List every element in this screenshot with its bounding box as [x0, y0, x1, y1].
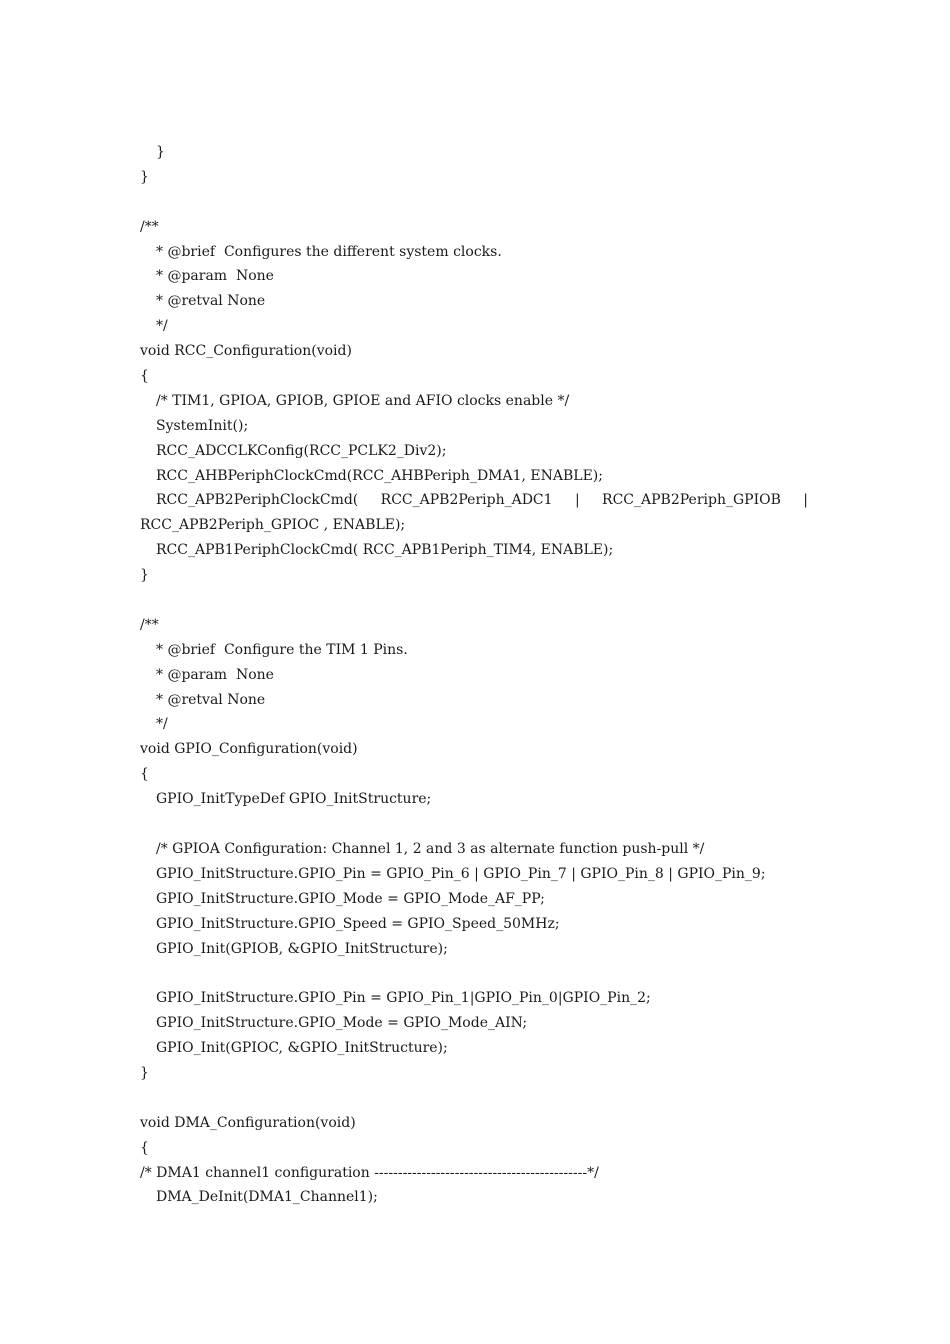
code-line: } — [156, 144, 165, 160]
code-line: RCC_APB1PeriphClockCmd( RCC_APB1Periph_TIM4, ENABLE); — [156, 542, 614, 559]
code-line: /* DMA1 channel1 configuration ---------------------------------------------*/ — [140, 1164, 599, 1181]
code-line: { — [140, 1139, 149, 1156]
code-segment: RCC_APB2Periph_ADC1 — [380, 492, 553, 509]
code-line: void RCC_Configuration(void) — [140, 343, 352, 360]
code-segment: RCC_APB2PeriphClockCmd( — [156, 492, 359, 509]
code-line: RCC_ADCCLKConfig(RCC_PCLK2_Div2); — [156, 442, 447, 459]
code-line: } — [140, 1064, 149, 1081]
code-line: { — [140, 766, 149, 783]
code-listing — [140, 140, 820, 1210]
code-line: DMA_DeInit(DMA1_Channel1); — [156, 1189, 378, 1206]
code-line: GPIO_InitStructure.GPIO_Pin = GPIO_Pin_1|GPIO_Pin_0|GPIO_Pin_2; — [156, 990, 651, 1007]
code-line: SystemInit(); — [156, 417, 249, 434]
code-line: */ — [156, 716, 168, 733]
code-line-justified — [140, 488, 808, 513]
code-segment: | — [803, 492, 808, 509]
code-line: GPIO_Init(GPIOB, &GPIO_InitStructure); — [156, 940, 448, 957]
code-line: void GPIO_Configuration(void) — [140, 741, 358, 758]
code-line: void DMA_Configuration(void) — [140, 1114, 356, 1131]
blank-line — [140, 190, 820, 215]
blank-line — [140, 588, 820, 613]
code-line: /* TIM1, GPIOA, GPIOB, GPIOE and AFIO clocks enable */ — [156, 392, 570, 409]
blank-line — [140, 812, 820, 837]
code-line: /** — [140, 616, 159, 633]
code-line: * @param None — [156, 268, 274, 285]
code-line: /** — [140, 218, 159, 235]
code-line: GPIO_InitStructure.GPIO_Speed = GPIO_Speed_50MHz; — [156, 915, 560, 932]
code-line: */ — [156, 318, 168, 335]
code-segment: RCC_APB2Periph_GPIOB — [602, 492, 781, 509]
code-line: RCC_APB2Periph_GPIOC , ENABLE); — [140, 517, 406, 534]
code-segment: | — [574, 492, 580, 509]
code-line: } — [140, 567, 149, 584]
code-line: { — [140, 368, 149, 385]
code-line: * @brief Configure the TIM 1 Pins. — [156, 641, 408, 658]
code-line: * @retval None — [156, 293, 266, 310]
code-line: GPIO_InitStructure.GPIO_Mode = GPIO_Mode_AF_PP; — [156, 890, 545, 907]
code-line: GPIO_InitTypeDef GPIO_InitStructure; — [156, 791, 432, 808]
code-line: RCC_AHBPeriphClockCmd(RCC_AHBPeriph_DMA1, ENABLE); — [156, 467, 603, 484]
code-line: GPIO_Init(GPIOC, &GPIO_InitStructure); — [156, 1040, 448, 1057]
code-line: GPIO_InitStructure.GPIO_Pin = GPIO_Pin_6 | GPIO_Pin_7 | GPIO_Pin_8 | GPIO_Pin_9; — [156, 865, 766, 882]
code-line: * @brief Configures the different system clocks. — [156, 243, 502, 260]
code-line: } — [140, 168, 149, 185]
code-line: GPIO_InitStructure.GPIO_Mode = GPIO_Mode_AIN; — [156, 1015, 528, 1032]
blank-line — [140, 961, 820, 986]
blank-line — [140, 1086, 820, 1111]
code-line: * @retval None — [156, 691, 266, 708]
code-line: /* GPIOA Configuration: Channel 1, 2 and 3 as alternate function push-pull */ — [156, 840, 705, 857]
code-line: * @param None — [156, 666, 274, 683]
